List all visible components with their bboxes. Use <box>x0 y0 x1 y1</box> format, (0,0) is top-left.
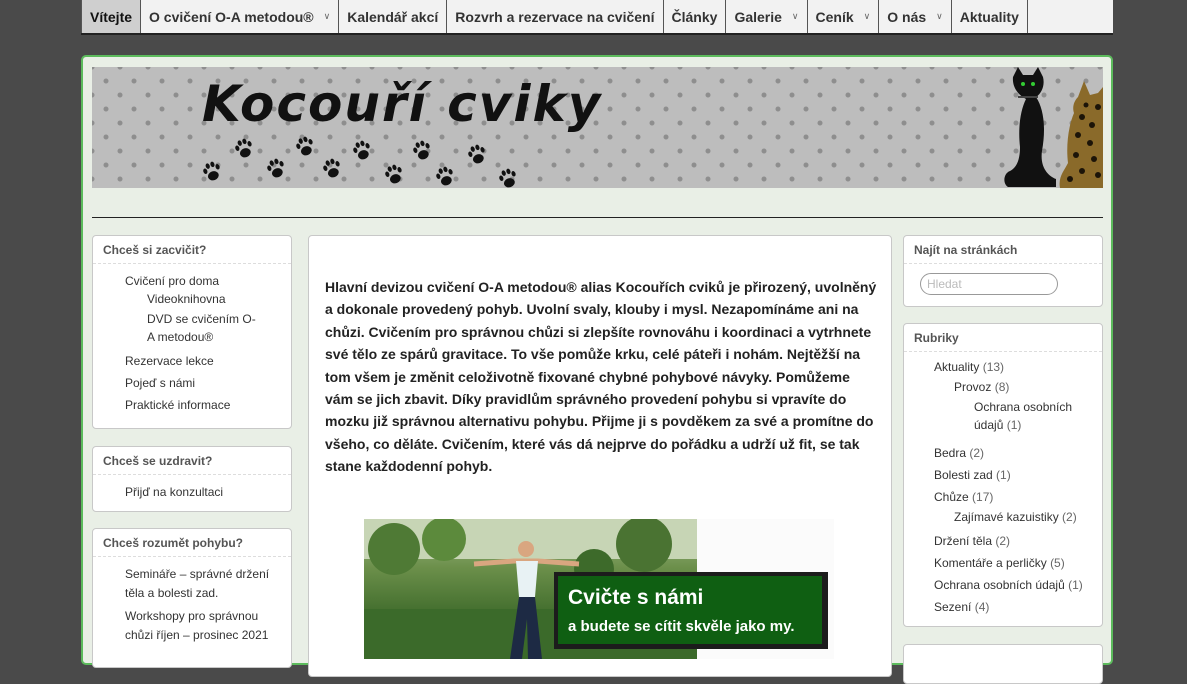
category-label: Provoz <box>954 380 992 394</box>
category-label: Ochrana osobních údajů <box>934 578 1065 592</box>
category-item[interactable] <box>934 488 1092 506</box>
nav-label: Galerie <box>734 8 782 25</box>
chevron-down-icon: ∨ <box>323 11 331 21</box>
sidebar-menu <box>93 475 291 501</box>
nav-item-cenik[interactable] <box>808 0 880 33</box>
nav-label: Rozvrh a rezervace na cvičení <box>455 8 655 25</box>
nav-label: Vítejte <box>90 8 133 25</box>
category-count: (5) <box>1050 556 1065 570</box>
nav-item-o-nas[interactable] <box>879 0 952 33</box>
menu-item-workshopy[interactable]: Workshopy pro správnou chůzi říjen – prosinec 2021 <box>125 609 269 642</box>
sidebar-menu <box>93 557 291 645</box>
sidebar-box-title: Rubriky <box>904 324 1102 352</box>
sidebar-box-rubriky <box>903 323 1103 627</box>
nav-item-kalendar[interactable] <box>339 0 447 33</box>
category-list <box>904 352 1102 616</box>
category-label: Bedra <box>934 446 967 460</box>
nav-item-galerie[interactable] <box>726 0 807 33</box>
menu-item-konzultace[interactable]: Přijď na konzultaci <box>125 485 224 499</box>
sidebar-box-title: Najít na stránkách <box>904 236 1102 264</box>
promo-image[interactable] <box>364 519 834 659</box>
category-item[interactable] <box>934 466 1092 484</box>
category-item[interactable] <box>934 398 1084 434</box>
sidebar-box-next <box>903 644 1103 684</box>
sidebar-box-title: Chceš rozumět pohybu? <box>93 529 291 557</box>
search-input[interactable] <box>920 273 1058 295</box>
nav-item-aktuality[interactable] <box>952 0 1028 33</box>
category-item[interactable] <box>934 508 1092 526</box>
promo-subline: a budete se cítit skvěle jako my. <box>568 618 795 635</box>
main-navigation <box>81 0 1113 35</box>
category-label: Zajímavé kazuistiky <box>954 510 1059 524</box>
category-count: (1) <box>1068 578 1083 592</box>
nav-label: Ceník <box>815 8 854 25</box>
menu-item-prakticke-informace[interactable]: Praktické informace <box>125 398 231 412</box>
nav-label: Aktuality <box>959 8 1019 25</box>
site-header-banner[interactable] <box>92 67 1103 188</box>
category-label: Chůze <box>934 490 969 504</box>
category-item[interactable] <box>934 358 1092 376</box>
category-count: (2) <box>1062 510 1077 524</box>
page-container <box>81 55 1113 665</box>
category-label: Držení těla <box>934 534 993 548</box>
promo-banner-inner <box>558 576 822 644</box>
category-count: (1) <box>996 468 1011 482</box>
menu-item-videoknihovna[interactable]: Videoknihovna <box>147 292 226 306</box>
category-count: (1) <box>1006 418 1022 432</box>
chevron-down-icon: ∨ <box>936 11 943 21</box>
header-divider <box>92 217 1103 218</box>
menu-item-rezervace-lekce[interactable]: Rezervace lekce <box>125 354 214 368</box>
category-item[interactable] <box>934 576 1092 594</box>
menu-item-pojed-s-nami[interactable]: Pojeď s námi <box>125 376 196 390</box>
promo-headline: Cvičte s námi <box>568 586 704 609</box>
sidebar-box-search <box>903 235 1103 307</box>
category-count: (2) <box>969 446 985 460</box>
category-label: Aktuality <box>934 360 980 374</box>
category-item[interactable] <box>934 554 1092 572</box>
category-item[interactable] <box>934 532 1092 550</box>
site-title: Kocouří cviky <box>202 75 603 133</box>
category-label: Ochrana osobních údajů <box>974 400 1073 432</box>
chevron-down-icon: ∨ <box>863 11 871 21</box>
category-count: (2) <box>995 534 1011 548</box>
menu-item-cviceni-pro-doma[interactable]: Cvičení pro doma <box>125 274 220 288</box>
category-label: Sezení <box>934 600 972 614</box>
nav-label: O nás <box>887 8 927 25</box>
nav-item-vitejte[interactable] <box>81 0 141 33</box>
category-count: (17) <box>972 490 994 504</box>
sidebar-box-uzdravit <box>92 446 292 512</box>
nav-item-clanky[interactable] <box>664 0 727 33</box>
category-count: (4) <box>974 600 990 614</box>
sidebar-box-rozumet <box>92 528 292 668</box>
category-item[interactable] <box>934 444 1092 462</box>
nav-label: Články <box>671 8 718 25</box>
category-item[interactable] <box>934 378 1092 396</box>
category-count: (8) <box>994 380 1010 394</box>
sidebar-box-title: Chceš si zacvičit? <box>93 236 291 264</box>
nav-label: O cvičení O-A metodou® <box>149 8 314 25</box>
cats-illustration-icon <box>998 67 1103 188</box>
nav-label: Kalendář akcí <box>347 8 439 25</box>
menu-item-dvd[interactable]: DVD se cvičením O-A metodou® <box>147 312 256 344</box>
category-count: (13) <box>982 360 1005 374</box>
paw-prints-icon <box>92 67 1103 188</box>
nav-item-rozvrh[interactable] <box>447 0 663 33</box>
category-label: Bolesti zad <box>934 468 993 482</box>
sidebar-box-title: Chceš se uzdravit? <box>93 447 291 475</box>
intro-text: Hlavní devizou cvičení O-A metodou® alias Kocouřích cviků je přirozený, uvolněný a dokonale provedený pohyb. Uvolní svaly, klouby i mysl. Nezapomínáme ani na chůzi. Cvičením pro správnou chůzi si zlepšíte rovnováhu i koordinaci a vytrhnete své tělo ze spárů gravitace. To vše pomůže krku, celé páteři i nohám. Nejtěžší na tom všem je změnit celoživotně fixované chybné pohybové návyky. Pomůžeme vám se jich zbavit. Díky pravidlům správného provedení pohybu si vpravíte do mozku již správnou alternativu pohybu. Přijme ji s povděkem za své a promítne do všeho, co děláte. Cvičením, které vás dá nejprve do pořádku a udrží už fit, se tak stane každodenní pohyb. <box>325 279 877 475</box>
sidebar-box-zacvicit <box>92 235 292 429</box>
category-item[interactable] <box>934 598 1092 616</box>
nav-item-o-cviceni[interactable] <box>141 0 339 33</box>
main-content <box>308 235 892 677</box>
promo-banner <box>554 572 828 649</box>
menu-item-seminare[interactable]: Semináře – správné držení těla a bolesti zad. <box>125 567 270 600</box>
chevron-down-icon: ∨ <box>791 11 799 21</box>
category-label: Komentáře a perličky <box>934 556 1047 570</box>
sidebar-menu <box>93 264 291 414</box>
